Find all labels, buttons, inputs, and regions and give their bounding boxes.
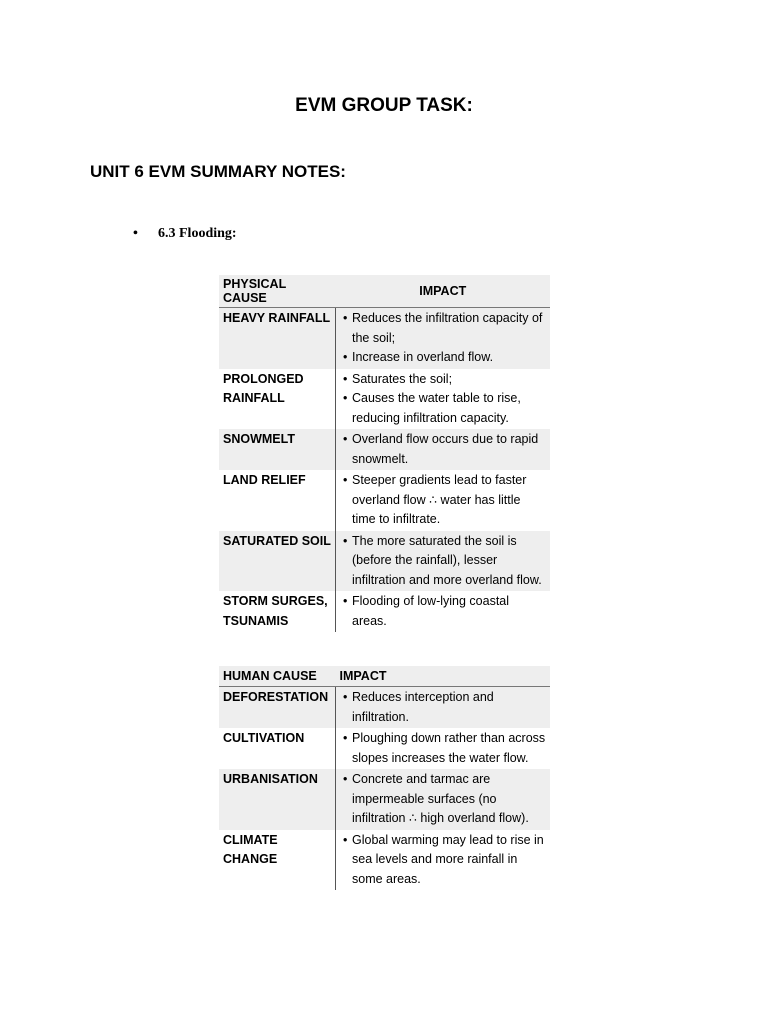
column-header-cause: HUMAN CAUSE [219,666,336,687]
table-row [219,591,550,632]
table-row [219,308,550,369]
impact-cell [336,369,551,430]
impact-cell [336,308,551,369]
impact-item: • Overland flow occurs due to rapid snowmelt. [340,430,546,469]
impact-list [340,471,546,530]
section-heading: UNIT 6 EVM SUMMARY NOTES: [90,162,346,181]
bullet-dot: • [133,226,138,241]
column-header-cause: PHYSICAL CAUSE [219,275,336,308]
physical-table-body [219,308,550,633]
impact-item: • Reduces interception and infiltration. [340,688,546,727]
impact-cell [336,830,551,891]
cause-cell: CULTIVATION [219,728,336,769]
column-header-impact: IMPACT [336,275,551,308]
table-row [219,531,550,592]
table-row [219,687,550,729]
cause-cell: PROLONGED RAINFALL [219,369,336,430]
cause-cell: LAND RELIEF [219,470,336,531]
impact-item: • The more saturated the soil is (before the rainfall), lesser infiltration and more overland flow. [340,532,546,591]
human-table-body [219,687,550,891]
impact-item: • Global warming may lead to rise in sea levels and more rainfall in some areas. [340,831,546,890]
bullet-item [133,226,237,242]
column-header-impact: IMPACT [336,666,551,687]
table-row [219,769,550,830]
impact-item: • Increase in overland flow. [340,348,546,368]
impact-item: • Flooding of low-lying coastal areas. [340,592,546,631]
impact-list [340,770,546,829]
physical-causes-table [219,275,550,632]
impact-cell [336,531,551,592]
impact-cell [336,687,551,729]
table-row [219,728,550,769]
impact-item: • Concrete and tarmac are impermeable surfaces (no infiltration ∴ high overland flow). [340,770,546,829]
impact-list [340,729,546,768]
cause-cell: DEFORESTATION [219,687,336,729]
impact-item: • Steeper gradients lead to faster overland flow ∴ water has little time to infiltrate. [340,471,546,530]
table-row [219,369,550,430]
bullet-text: 6.3 Flooding: [158,226,237,241]
impact-cell [336,429,551,470]
impact-list [340,831,546,890]
cause-cell: STORM SURGES, TSUNAMIS [219,591,336,632]
impact-cell [336,769,551,830]
table-header-row [219,666,550,687]
cause-cell: CLIMATE CHANGE [219,830,336,891]
table-header-row [219,275,550,308]
impact-list [340,688,546,727]
impact-list [340,309,546,368]
table-row [219,470,550,531]
impact-list [340,532,546,591]
table-row [219,429,550,470]
impact-item: • Saturates the soil; [340,370,546,390]
impact-list [340,430,546,469]
cause-cell: SNOWMELT [219,429,336,470]
human-causes-table [219,666,550,890]
cause-cell: SATURATED SOIL [219,531,336,592]
impact-list [340,592,546,631]
impact-list [340,370,546,429]
impact-cell [336,470,551,531]
impact-item: • Ploughing down rather than across slopes increases the water flow. [340,729,546,768]
impact-cell [336,591,551,632]
cause-cell: URBANISATION [219,769,336,830]
impact-item: • Reduces the infiltration capacity of the soil; [340,309,546,348]
cause-cell: HEAVY RAINFALL [219,308,336,369]
table-row [219,830,550,891]
impact-item: • Causes the water table to rise, reducing infiltration capacity. [340,389,546,428]
impact-cell [336,728,551,769]
page-title: EVM GROUP TASK: [295,95,473,116]
